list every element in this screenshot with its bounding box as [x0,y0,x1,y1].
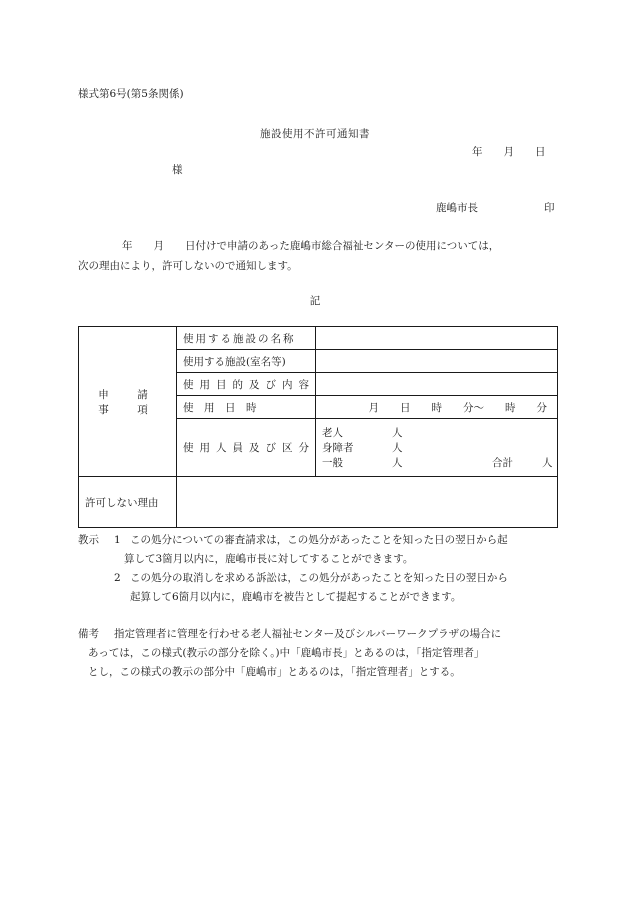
elderly-label: 老人 [322,426,343,439]
remarks-label: 備考 [78,628,99,640]
issuer-name: 鹿嶋市長 [436,202,478,214]
remarks-section [78,625,558,682]
remarks-line-2: あっては，この様式(教示の部分を除く。)中「鹿嶋市長」とあるのは，「指定管理者」 [88,647,485,659]
elderly-unit: 人 [392,426,403,439]
document-title: 施設使用不許可通知書 [260,128,370,140]
section-label: 申 請 事 項 [79,327,177,477]
remarks-line-3: とし，この様式の教示の部分中「鹿嶋市」とあるのは，「指定管理者」とする。 [88,666,461,678]
teaching-item-1-line-2: 算して3箇月以内に，鹿嶋市長に対してすることができます。 [124,553,414,565]
teaching-section [78,531,558,607]
disabled-unit: 人 [392,441,403,454]
facility-name-field[interactable] [316,327,558,350]
form-number: 様式第6号(第5条関係) [78,88,184,100]
users-field[interactable] [316,419,558,477]
facility-room-field[interactable] [316,350,558,373]
facility-name-label: 使用する施設の名称 [177,327,316,350]
reason-label: 許可しない理由 [79,477,177,528]
remarks-line-1: 指定管理者に管理を行わせる老人福祉センター及びシルバーワークプラザの場合に [114,628,502,640]
teaching-item-2-line-2: 起算して6箇月以内に，鹿嶋市を被告として提起することができます。 [130,591,462,603]
teaching-item-1-line-1: この処分についての審査請求は，この処分があったことを知った日の翌日から起 [130,534,508,546]
teaching-item-2-number: 2 [114,572,121,584]
teaching-label: 教示 [78,534,99,546]
application-table [78,326,558,528]
general-label: 一般 [322,456,343,469]
general-unit: 人 [392,456,403,469]
purpose-field[interactable] [316,373,558,396]
datetime-label: 使 用 日 時 [177,396,316,419]
teaching-item-2-line-1: この処分の取消しを求める訴訟は，この処分があったことを知った日の翌日から [130,572,508,584]
ki-heading: 記 [309,295,321,307]
addressee-suffix: 様 [172,164,183,176]
datetime-field[interactable]: 月 日 時 分～ 時 分 [316,396,558,419]
users-label: 使用人員及び区分 [177,419,316,477]
issue-date: 年 月 日 [472,146,546,158]
body-text-line-1: 年 月 日付けで申請のあった鹿嶋市総合福祉センターの使用については， [122,240,500,252]
body-text-line-2: 次の理由により，許可しないので通知します。 [78,260,298,272]
total-unit: 人 [542,456,553,469]
disabled-label: 身障者 [322,441,354,454]
facility-room-label: 使用する施設(室名等) [177,350,316,373]
table-row [79,477,558,528]
total-label: 合計 [492,456,513,469]
teaching-item-1-number: 1 [114,534,121,546]
seal-mark: 印 [544,202,555,214]
table-row [79,327,558,350]
purpose-label: 使用目的及び内容 [177,373,316,396]
reason-field[interactable] [177,477,558,528]
